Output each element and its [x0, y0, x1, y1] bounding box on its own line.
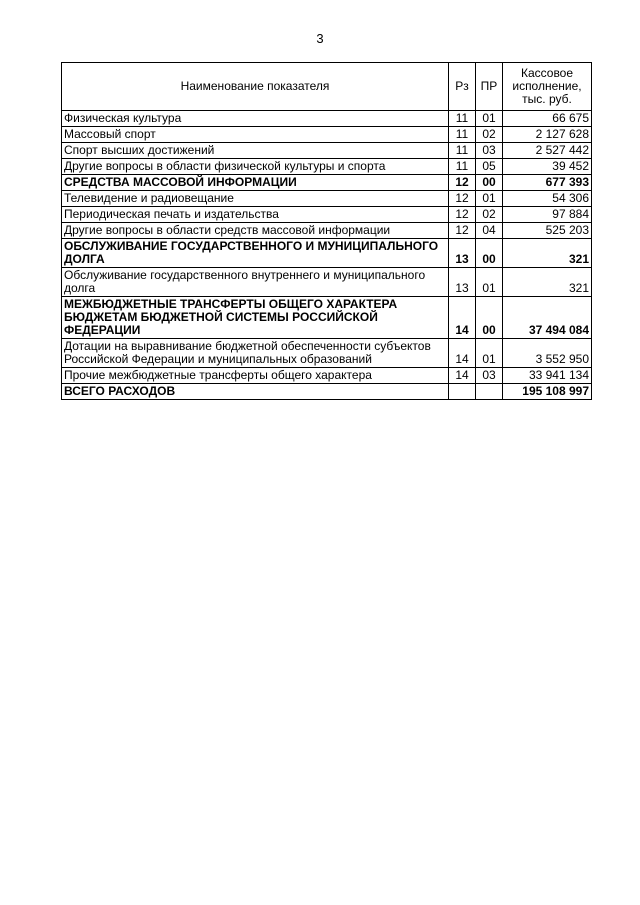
table-row [62, 223, 592, 239]
header-rz: Рз [449, 63, 476, 111]
row-rz: 12 [449, 175, 476, 191]
row-sum: 677 393 [503, 175, 592, 191]
row-sum: 321 [503, 239, 592, 268]
row-rz: 11 [449, 143, 476, 159]
row-name: МЕЖБЮДЖЕТНЫЕ ТРАНСФЕРТЫ ОБЩЕГО ХАРАКТЕРА БЮДЖЕТАМ БЮДЖЕТНОЙ СИСТЕМЫ РОССИЙСКОЙ ФЕДЕРАЦИИ [62, 297, 449, 339]
row-name: Обслуживание государственного внутреннего и муниципального долга [62, 268, 449, 297]
row-pr: 01 [476, 111, 503, 127]
row-rz: 12 [449, 223, 476, 239]
section-row [62, 175, 592, 191]
total-row [62, 384, 592, 400]
row-pr: 00 [476, 239, 503, 268]
row-rz: 13 [449, 268, 476, 297]
page-number: 3 [316, 31, 324, 46]
row-pr: 04 [476, 223, 503, 239]
header-sum-line-3: тыс. руб. [522, 92, 572, 106]
section-row [62, 239, 592, 268]
header-sum-line-1: Кассовое [520, 66, 574, 80]
row-name: Прочие межбюджетные трансферты общего характера [62, 368, 449, 384]
row-sum: 2 527 442 [503, 143, 592, 159]
row-sum: 33 941 134 [503, 368, 592, 384]
row-sum: 2 127 628 [503, 127, 592, 143]
row-sum: 66 675 [503, 111, 592, 127]
row-rz: 12 [449, 207, 476, 223]
row-rz: 14 [449, 368, 476, 384]
section-row [62, 297, 592, 339]
row-rz: 14 [449, 339, 476, 368]
row-name: Спорт высших достижений [62, 143, 449, 159]
row-pr [476, 384, 503, 400]
table-row [62, 127, 592, 143]
row-name: Другие вопросы в области физической культуры и спорта [62, 159, 449, 175]
row-sum: 37 494 084 [503, 297, 592, 339]
row-rz: 11 [449, 111, 476, 127]
row-sum: 3 552 950 [503, 339, 592, 368]
row-pr: 02 [476, 127, 503, 143]
row-name: Дотации на выравнивание бюджетной обеспеченности субъектов Российской Федерации и муниципальных образований [62, 339, 449, 368]
row-sum: 195 108 997 [503, 384, 592, 400]
row-pr: 01 [476, 339, 503, 368]
table-body [62, 111, 592, 400]
row-name: СРЕДСТВА МАССОВОЙ ИНФОРМАЦИИ [62, 175, 449, 191]
row-pr: 05 [476, 159, 503, 175]
row-sum: 321 [503, 268, 592, 297]
header-pr: ПР [476, 63, 503, 111]
header-sum [503, 63, 592, 111]
row-name: Телевидение и радиовещание [62, 191, 449, 207]
row-rz: 11 [449, 127, 476, 143]
table-row [62, 339, 592, 368]
row-name: Другие вопросы в области средств массовой информации [62, 223, 449, 239]
row-name: Массовый спорт [62, 127, 449, 143]
row-pr: 02 [476, 207, 503, 223]
row-pr: 01 [476, 191, 503, 207]
table-header-row [62, 63, 592, 111]
header-sum-line-2: исполнение, [512, 79, 582, 93]
row-rz: 11 [449, 159, 476, 175]
row-name: ОБСЛУЖИВАНИЕ ГОСУДАРСТВЕННОГО И МУНИЦИПАЛЬНОГО ДОЛГА [62, 239, 449, 268]
row-pr: 01 [476, 268, 503, 297]
expenditure-table [61, 62, 592, 400]
table-row [62, 111, 592, 127]
row-name: Периодическая печать и издательства [62, 207, 449, 223]
row-sum: 39 452 [503, 159, 592, 175]
row-name: ВСЕГО РАСХОДОВ [62, 384, 449, 400]
row-rz: 13 [449, 239, 476, 268]
row-rz: 12 [449, 191, 476, 207]
row-sum: 97 884 [503, 207, 592, 223]
table-row [62, 368, 592, 384]
row-sum: 54 306 [503, 191, 592, 207]
row-sum: 525 203 [503, 223, 592, 239]
row-name: Физическая культура [62, 111, 449, 127]
header-name: Наименование показателя [62, 63, 449, 111]
table-row [62, 268, 592, 297]
table-row [62, 207, 592, 223]
table-row [62, 191, 592, 207]
row-rz [449, 384, 476, 400]
table-row [62, 159, 592, 175]
row-pr: 03 [476, 368, 503, 384]
row-pr: 00 [476, 175, 503, 191]
row-pr: 00 [476, 297, 503, 339]
row-rz: 14 [449, 297, 476, 339]
table-row [62, 143, 592, 159]
row-pr: 03 [476, 143, 503, 159]
